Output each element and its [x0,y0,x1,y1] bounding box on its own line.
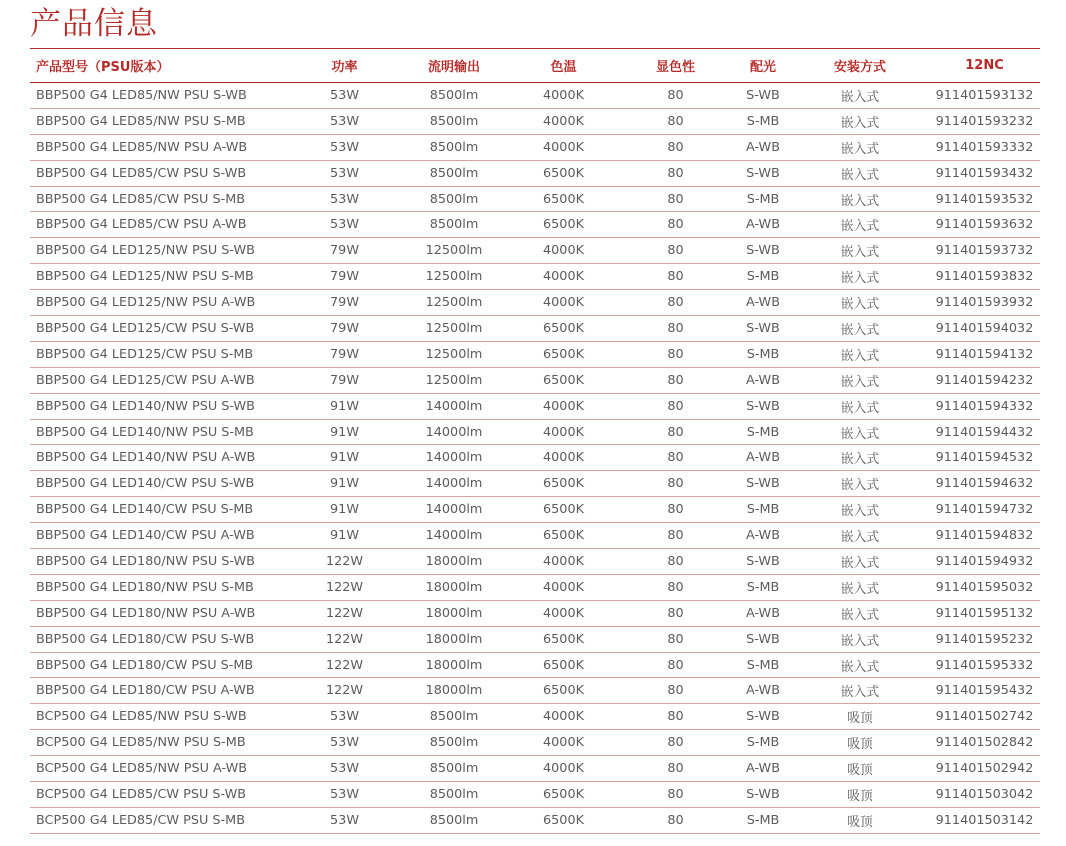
cell-lumen: 18000lm [425,631,483,647]
cell-12nc: 911401594632 [935,476,1034,492]
cell-cri: 80 [667,320,684,336]
cell-model: BBP500 G4 LED140/CW PSU S-MB [36,502,254,518]
cell-12nc: 911401503042 [935,786,1034,802]
cell-distribution: S-MB [746,502,780,518]
cell-mounting: 嵌入式 [840,400,880,416]
table-row [30,342,1040,368]
cell-cct: 4000K [543,295,584,311]
cell-power: 79W [330,269,359,285]
cell-power: 122W [325,683,364,699]
cell-distribution: A-WB [745,139,780,155]
cell-lumen: 12500lm [425,346,483,362]
cell-cct: 4000K [543,761,584,777]
cell-12nc: 911401595032 [935,579,1034,595]
cell-distribution: A-WB [745,217,780,233]
cell-cct: 6500K [543,631,584,647]
cell-lumen: 12500lm [425,295,483,311]
cell-12nc: 911401595332 [935,657,1034,673]
cell-cri: 80 [667,476,684,492]
cell-mounting: 嵌入式 [840,89,880,105]
cell-lumen: 14000lm [425,528,483,544]
cell-lumen: 18000lm [425,605,483,621]
cell-12nc: 911401502842 [935,735,1034,751]
cell-cct: 4000K [543,269,584,285]
cell-power: 122W [325,631,364,647]
cell-12nc: 911401593332 [935,139,1034,155]
cell-power: 91W [330,502,359,518]
cell-12nc: 911401594932 [935,553,1034,569]
cell-model: BCP500 G4 LED85/CW PSU S-MB [36,812,245,828]
cell-cri: 80 [667,113,684,129]
cell-model: BBP500 G4 LED125/CW PSU A-WB [36,372,255,388]
cell-mounting: 嵌入式 [840,167,880,183]
cell-cct: 6500K [543,528,584,544]
cell-power: 79W [330,295,359,311]
cell-mounting: 嵌入式 [840,322,880,338]
cell-12nc: 911401594432 [935,424,1034,440]
cell-power: 91W [330,424,359,440]
cell-distribution: A-WB [745,372,780,388]
cell-distribution: S-WB [746,709,780,725]
cell-power: 53W [330,761,359,777]
cell-cri: 80 [667,87,684,103]
cell-distribution: S-WB [746,476,780,492]
cell-lumen: 14000lm [425,424,483,440]
cell-distribution: S-MB [746,735,780,751]
table-row [30,497,1040,523]
cell-cri: 80 [667,243,684,259]
cell-model: BCP500 G4 LED85/CW PSU S-WB [36,786,247,802]
cell-distribution: S-WB [746,631,780,647]
cell-power: 53W [330,139,359,155]
table-row [30,394,1040,420]
cell-mounting: 嵌入式 [840,504,880,520]
cell-12nc: 911401594732 [935,502,1034,518]
cell-mounting: 嵌入式 [840,141,880,157]
cell-model: BCP500 G4 LED85/NW PSU A-WB [36,761,248,777]
cell-12nc: 911401593832 [935,269,1034,285]
cell-distribution: S-WB [746,87,780,103]
cell-mounting: 嵌入式 [840,581,880,597]
cell-12nc: 911401593532 [935,191,1034,207]
cell-distribution: A-WB [745,295,780,311]
cell-cri: 80 [667,605,684,621]
cell-cct: 4000K [543,424,584,440]
cell-12nc: 911401595132 [935,605,1034,621]
cell-distribution: S-MB [746,657,780,673]
cell-lumen: 14000lm [425,398,483,414]
cell-cct: 6500K [543,786,584,802]
table-body [30,83,1040,834]
cell-mounting: 嵌入式 [840,426,880,442]
cell-mounting: 吸顶 [847,763,873,779]
header-model: 产品型号（PSU版本） [36,60,170,75]
cell-model: BBP500 G4 LED140/CW PSU S-WB [36,476,255,492]
cell-cri: 80 [667,631,684,647]
cell-cri: 80 [667,191,684,207]
table-row [30,627,1040,653]
cell-lumen: 14000lm [425,476,483,492]
table-row [30,368,1040,394]
cell-cct: 6500K [543,346,584,362]
cell-cri: 80 [667,786,684,802]
table-row [30,730,1040,756]
cell-cct: 4000K [543,398,584,414]
cell-cri: 80 [667,139,684,155]
cell-mounting: 嵌入式 [840,659,880,675]
cell-lumen: 18000lm [425,657,483,673]
cell-cct: 6500K [543,191,584,207]
cell-mounting: 嵌入式 [840,115,880,131]
cell-cri: 80 [667,165,684,181]
cell-cct: 4000K [543,735,584,751]
cell-distribution: S-WB [746,553,780,569]
cell-cri: 80 [667,657,684,673]
cell-model: BBP500 G4 LED85/CW PSU A-WB [36,217,247,233]
cell-model: BBP500 G4 LED125/CW PSU S-MB [36,346,254,362]
header-power: 功率 [331,60,358,75]
cell-cri: 80 [667,709,684,725]
cell-cct: 4000K [543,450,584,466]
cell-cri: 80 [667,424,684,440]
cell-mounting: 嵌入式 [840,530,880,546]
cell-model: BBP500 G4 LED85/NW PSU S-WB [36,87,247,103]
cell-lumen: 12500lm [425,320,483,336]
cell-power: 53W [330,165,359,181]
cell-model: BBP500 G4 LED140/CW PSU A-WB [36,528,255,544]
cell-model: BBP500 G4 LED140/NW PSU S-WB [36,398,255,414]
cell-12nc: 911401593932 [935,295,1034,311]
cell-distribution: S-MB [746,113,780,129]
cell-model: BBP500 G4 LED180/CW PSU A-WB [36,683,255,699]
cell-cri: 80 [667,295,684,311]
cell-power: 91W [330,528,359,544]
cell-power: 53W [330,709,359,725]
cell-lumen: 14000lm [425,502,483,518]
cell-cct: 6500K [543,502,584,518]
cell-cct: 4000K [543,709,584,725]
cell-cri: 80 [667,269,684,285]
table-row [30,316,1040,342]
cell-lumen: 8500lm [429,761,479,777]
cell-power: 122W [325,579,364,595]
header-cri: 显色性 [655,60,695,75]
table-header-row [30,49,1040,83]
cell-lumen: 14000lm [425,450,483,466]
cell-cct: 4000K [543,553,584,569]
table-row [30,238,1040,264]
cell-power: 53W [330,217,359,233]
cell-model: BBP500 G4 LED180/CW PSU S-WB [36,631,255,647]
cell-12nc: 911401503142 [935,812,1034,828]
cell-cct: 6500K [543,217,584,233]
cell-cct: 6500K [543,657,584,673]
table-row [30,704,1040,730]
cell-model: BBP500 G4 LED180/NW PSU A-WB [36,605,256,621]
table-row [30,601,1040,627]
cell-model: BBP500 G4 LED180/CW PSU S-MB [36,657,254,673]
cell-cri: 80 [667,346,684,362]
cell-mounting: 嵌入式 [840,607,880,623]
cell-cct: 6500K [543,372,584,388]
cell-12nc: 911401502742 [935,709,1034,725]
cell-model: BCP500 G4 LED85/NW PSU S-MB [36,735,246,751]
cell-distribution: S-WB [746,320,780,336]
cell-cri: 80 [667,579,684,595]
table-row [30,161,1040,187]
cell-lumen: 12500lm [425,269,483,285]
cell-lumen: 8500lm [429,165,479,181]
cell-distribution: A-WB [745,605,780,621]
cell-mounting: 吸顶 [847,814,873,830]
cell-12nc: 911401594032 [935,320,1034,336]
cell-cri: 80 [667,502,684,518]
cell-12nc: 911401593132 [935,87,1034,103]
cell-lumen: 8500lm [429,786,479,802]
cell-model: BBP500 G4 LED180/NW PSU S-WB [36,553,255,569]
cell-12nc: 911401595232 [935,631,1034,647]
cell-distribution: S-MB [746,346,780,362]
cell-lumen: 18000lm [425,683,483,699]
table-row [30,135,1040,161]
cell-cri: 80 [667,553,684,569]
cell-power: 79W [330,320,359,336]
cell-model: BBP500 G4 LED85/CW PSU S-MB [36,191,246,207]
cell-cct: 4000K [543,113,584,129]
header-lumen: 流明输出 [427,60,480,75]
cell-model: BBP500 G4 LED85/NW PSU A-WB [36,139,248,155]
cell-power: 53W [330,87,359,103]
cell-mounting: 嵌入式 [840,245,880,261]
cell-mounting: 嵌入式 [840,271,880,287]
cell-12nc: 911401594332 [935,398,1034,414]
cell-mounting: 嵌入式 [840,348,880,364]
cell-mounting: 吸顶 [847,737,873,753]
cell-cct: 4000K [543,87,584,103]
cell-cri: 80 [667,761,684,777]
table-row [30,264,1040,290]
cell-lumen: 12500lm [425,372,483,388]
table-row [30,83,1040,109]
cell-distribution: A-WB [745,528,780,544]
cell-distribution: S-MB [746,812,780,828]
cell-mounting: 嵌入式 [840,685,880,701]
cell-12nc: 911401593732 [935,243,1034,259]
cell-cct: 4000K [543,243,584,259]
product-info-table [30,48,1040,834]
cell-power: 53W [330,191,359,207]
cell-12nc: 911401593632 [935,217,1034,233]
cell-12nc: 911401593432 [935,165,1034,181]
cell-cct: 6500K [543,320,584,336]
cell-mounting: 嵌入式 [840,633,880,649]
table-row [30,756,1040,782]
table-row [30,549,1040,575]
cell-power: 53W [330,786,359,802]
cell-12nc: 911401594232 [935,372,1034,388]
table-row [30,575,1040,601]
cell-power: 79W [330,372,359,388]
cell-lumen: 12500lm [425,243,483,259]
cell-model: BBP500 G4 LED125/CW PSU S-WB [36,320,255,336]
cell-distribution: S-MB [746,269,780,285]
cell-cct: 4000K [543,579,584,595]
cell-power: 53W [330,735,359,751]
table-row [30,782,1040,808]
cell-cct: 4000K [543,605,584,621]
cell-distribution: A-WB [745,683,780,699]
table-row [30,212,1040,238]
cell-distribution: A-WB [745,450,780,466]
cell-distribution: S-MB [746,424,780,440]
page-title: 产品信息 [30,6,158,42]
cell-mounting: 嵌入式 [840,297,880,313]
cell-distribution: S-WB [746,398,780,414]
table-row [30,445,1040,471]
cell-mounting: 嵌入式 [840,452,880,468]
cell-cct: 6500K [543,812,584,828]
cell-power: 122W [325,605,364,621]
table-row [30,420,1040,446]
cell-cri: 80 [667,372,684,388]
cell-mounting: 嵌入式 [840,374,880,390]
cell-power: 91W [330,450,359,466]
cell-power: 122W [325,553,364,569]
cell-mounting: 吸顶 [847,788,873,804]
cell-cct: 4000K [543,139,584,155]
table-row [30,187,1040,213]
cell-distribution: S-WB [746,786,780,802]
cell-model: BBP500 G4 LED140/NW PSU S-MB [36,424,254,440]
cell-model: BBP500 G4 LED180/NW PSU S-MB [36,579,254,595]
cell-model: BBP500 G4 LED125/NW PSU S-MB [36,269,254,285]
table-row [30,678,1040,704]
table-row [30,653,1040,679]
table-row [30,523,1040,549]
table-row [30,109,1040,135]
cell-lumen: 8500lm [429,709,479,725]
cell-power: 53W [330,812,359,828]
cell-model: BCP500 G4 LED85/NW PSU S-WB [36,709,247,725]
cell-model: BBP500 G4 LED125/NW PSU S-WB [36,243,255,259]
header-distribution: 配光 [749,60,776,75]
cell-model: BBP500 G4 LED85/CW PSU S-WB [36,165,247,181]
cell-12nc: 911401594132 [935,346,1034,362]
cell-cri: 80 [667,217,684,233]
cell-distribution: S-WB [746,243,780,259]
cell-power: 79W [330,243,359,259]
cell-lumen: 8500lm [429,113,479,129]
table-row [30,808,1040,834]
cell-lumen: 8500lm [429,191,479,207]
cell-model: BBP500 G4 LED125/NW PSU A-WB [36,295,256,311]
cell-model: BBP500 G4 LED140/NW PSU A-WB [36,450,256,466]
cell-mounting: 嵌入式 [840,555,880,571]
cell-power: 53W [330,113,359,129]
cell-distribution: S-MB [746,191,780,207]
cell-mounting: 嵌入式 [840,219,880,235]
cell-cri: 80 [667,528,684,544]
cell-mounting: 嵌入式 [840,478,880,494]
cell-distribution: S-MB [746,579,780,595]
cell-power: 79W [330,346,359,362]
cell-cri: 80 [667,683,684,699]
cell-12nc: 911401595432 [935,683,1034,699]
cell-cri: 80 [667,450,684,466]
cell-distribution: A-WB [745,761,780,777]
cell-lumen: 8500lm [429,217,479,233]
cell-lumen: 8500lm [429,812,479,828]
cell-distribution: S-WB [746,165,780,181]
cell-lumen: 8500lm [429,87,479,103]
cell-model: BBP500 G4 LED85/NW PSU S-MB [36,113,246,129]
cell-12nc: 911401594832 [935,528,1034,544]
cell-power: 122W [325,657,364,673]
header-12nc: 12NC [965,58,1004,73]
cell-cct: 6500K [543,476,584,492]
cell-power: 91W [330,398,359,414]
cell-cri: 80 [667,398,684,414]
cell-mounting: 嵌入式 [840,193,880,209]
cell-power: 91W [330,476,359,492]
table-row [30,471,1040,497]
header-cct: 色温 [550,60,577,75]
cell-lumen: 18000lm [425,553,483,569]
cell-12nc: 911401502942 [935,761,1034,777]
table-row [30,290,1040,316]
cell-12nc: 911401594532 [935,450,1034,466]
cell-cct: 6500K [543,683,584,699]
header-mounting: 安装方式 [833,60,886,75]
cell-lumen: 8500lm [429,735,479,751]
cell-cri: 80 [667,812,684,828]
cell-cct: 6500K [543,165,584,181]
cell-12nc: 911401593232 [935,113,1034,129]
cell-lumen: 18000lm [425,579,483,595]
cell-cri: 80 [667,735,684,751]
cell-lumen: 8500lm [429,139,479,155]
cell-mounting: 吸顶 [847,711,873,727]
